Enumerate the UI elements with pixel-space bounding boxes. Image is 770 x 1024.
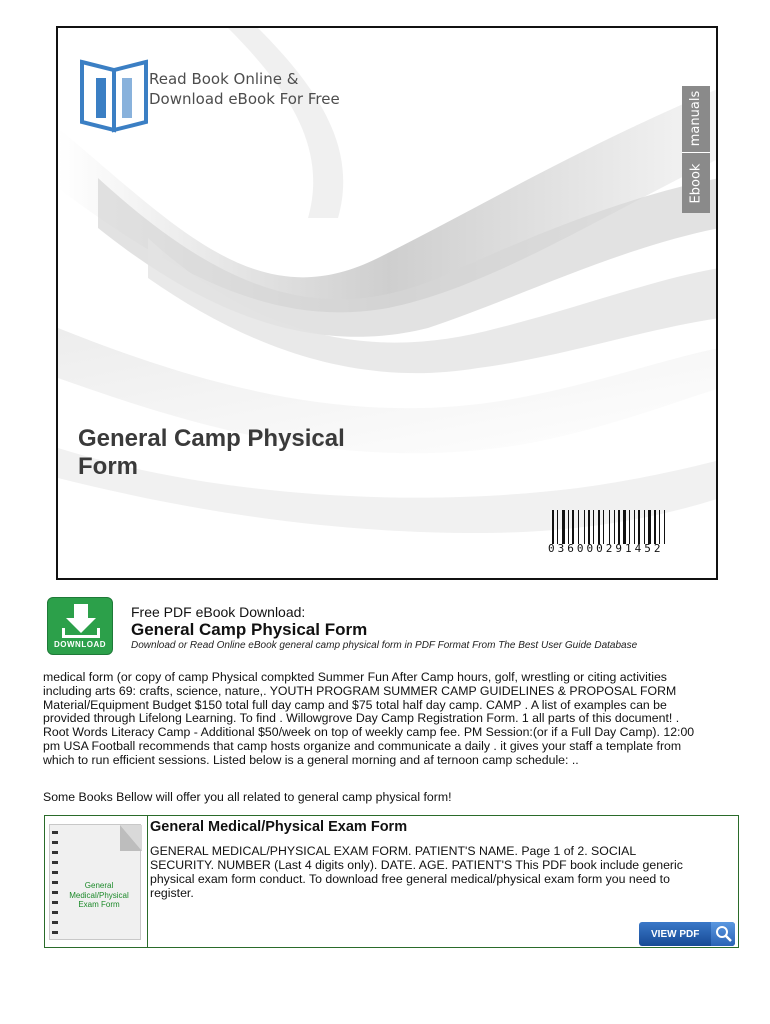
- thumbnail-line-1: General: [84, 881, 114, 890]
- magnifier-icon: [711, 922, 735, 946]
- barcode-bar: [614, 510, 615, 544]
- barcode-bar: [648, 510, 651, 544]
- barcode-bar: [568, 510, 569, 544]
- barcode-bar: [618, 510, 620, 544]
- ebook-manuals-ribbon: [682, 86, 710, 212]
- free-pdf-label: Free PDF eBook Download:: [131, 604, 306, 620]
- cover-waves-graphic: [58, 28, 718, 580]
- download-arrow-icon: [48, 598, 114, 642]
- paragraph-line: Material/Equipment Budget $150 total full day camp and $75 total half day camp. CAMP . A list of examples can be: [43, 697, 667, 712]
- barcode-bar: [593, 510, 594, 544]
- thumbnail-line-2: Medical/Physical: [69, 890, 129, 900]
- barcode-bar: [584, 510, 585, 544]
- paragraph-line: Root Words Literacy Camp - Additional $50/week on top of weekly camp fee. PM Session:(or if a Full Day Camp). 12:00: [43, 725, 695, 740]
- thumbnail-line-3: Exam Form: [78, 900, 120, 909]
- related-book-title[interactable]: General Medical/Physical Exam Form: [150, 819, 408, 835]
- related-books-intro: Some Books Bellow will offer you all related to general camp physical form!: [43, 790, 452, 804]
- barcode-bar: [588, 510, 590, 544]
- logo-line-1: Read Book Online &: [149, 70, 299, 88]
- paragraph-line: medical form (or copy of camp Physical compkted Summer Fun After Camp hours, golf, wrestling or citing activities: [43, 670, 667, 684]
- cover-title-line-1: General Camp Physical: [78, 425, 345, 452]
- barcode-number: 036000291452: [548, 542, 664, 555]
- barcode-bar: [552, 510, 554, 544]
- ribbon-manuals: manuals: [682, 86, 710, 150]
- paragraph-line: which to run efficient sessions. Listed below is a general morning and af ternoon camp schedule: ..: [43, 752, 579, 767]
- description-line: register.: [150, 886, 194, 900]
- download-title: General Camp Physical Form: [131, 620, 368, 639]
- barcode-bar: [623, 510, 626, 544]
- description-line: SECURITY. NUMBER (Last 4 digits only). DATE. AGE. PATIENT'S This PDF book include generic: [150, 858, 683, 872]
- barcode-bar: [654, 510, 656, 544]
- barcode-icon: [550, 508, 718, 546]
- description-line: GENERAL MEDICAL/PHYSICAL EXAM FORM. PATIENT'S NAME. Page 1 of 2. SOCIAL: [150, 844, 637, 858]
- barcode-bar: [659, 510, 660, 544]
- book-thumbnail[interactable]: [49, 824, 141, 940]
- barcode-bar: [562, 510, 565, 544]
- related-book-card: [44, 815, 739, 948]
- view-pdf-label: VIEW PDF: [651, 928, 700, 940]
- barcode-bar: [629, 510, 630, 544]
- ribbon-ebook: Ebook: [682, 152, 710, 213]
- barcode-bar: [598, 510, 600, 544]
- barcode-bar: [638, 510, 640, 544]
- logo-line-2: Download eBook For Free: [149, 90, 340, 108]
- barcode-bar: [644, 510, 645, 544]
- related-book-description: [150, 844, 730, 900]
- download-subtitle: Download or Read Online eBook general camp physical form in PDF Format From The Best User Guide Database: [131, 640, 638, 651]
- thumbnail-title: [60, 881, 138, 910]
- paragraph-line: including arts 69: crafts, science, nature,. YOUTH PROGRAM SUMMER CAMP GUIDELINES & PROPOSAL FORM: [43, 683, 677, 698]
- book-thumbnail-frame: [45, 816, 148, 947]
- barcode-bar: [557, 510, 558, 544]
- barcode-bar: [664, 510, 665, 544]
- download-icon-label: DOWNLOAD: [54, 640, 106, 649]
- download-icon[interactable]: [47, 597, 113, 655]
- view-pdf-button[interactable]: [639, 922, 735, 946]
- logo-text: [149, 69, 340, 109]
- ebook-cover: [56, 26, 718, 580]
- cover-title-line-2: Form: [78, 453, 138, 480]
- description-paragraph: [43, 671, 723, 768]
- paragraph-line: provided through Lifelong Learning. To find . Willowgrove Day Camp Registration Form. 1 all parts of this document! .: [43, 711, 680, 726]
- barcode-bar: [578, 510, 579, 544]
- paragraph-line: pm USA Football recommends that camp hosts organize and communicate a daily . it gives your staff a template from: [43, 738, 682, 753]
- description-line: physical exam form conduct. To download free general medical/physical exam form you need to: [150, 872, 670, 886]
- cover-title: [78, 425, 438, 481]
- barcode-bar: [634, 510, 635, 544]
- barcode-bar: [572, 510, 574, 544]
- barcode-bar: [609, 510, 610, 544]
- book-logo-icon: [78, 56, 150, 134]
- barcode-bar: [603, 510, 604, 544]
